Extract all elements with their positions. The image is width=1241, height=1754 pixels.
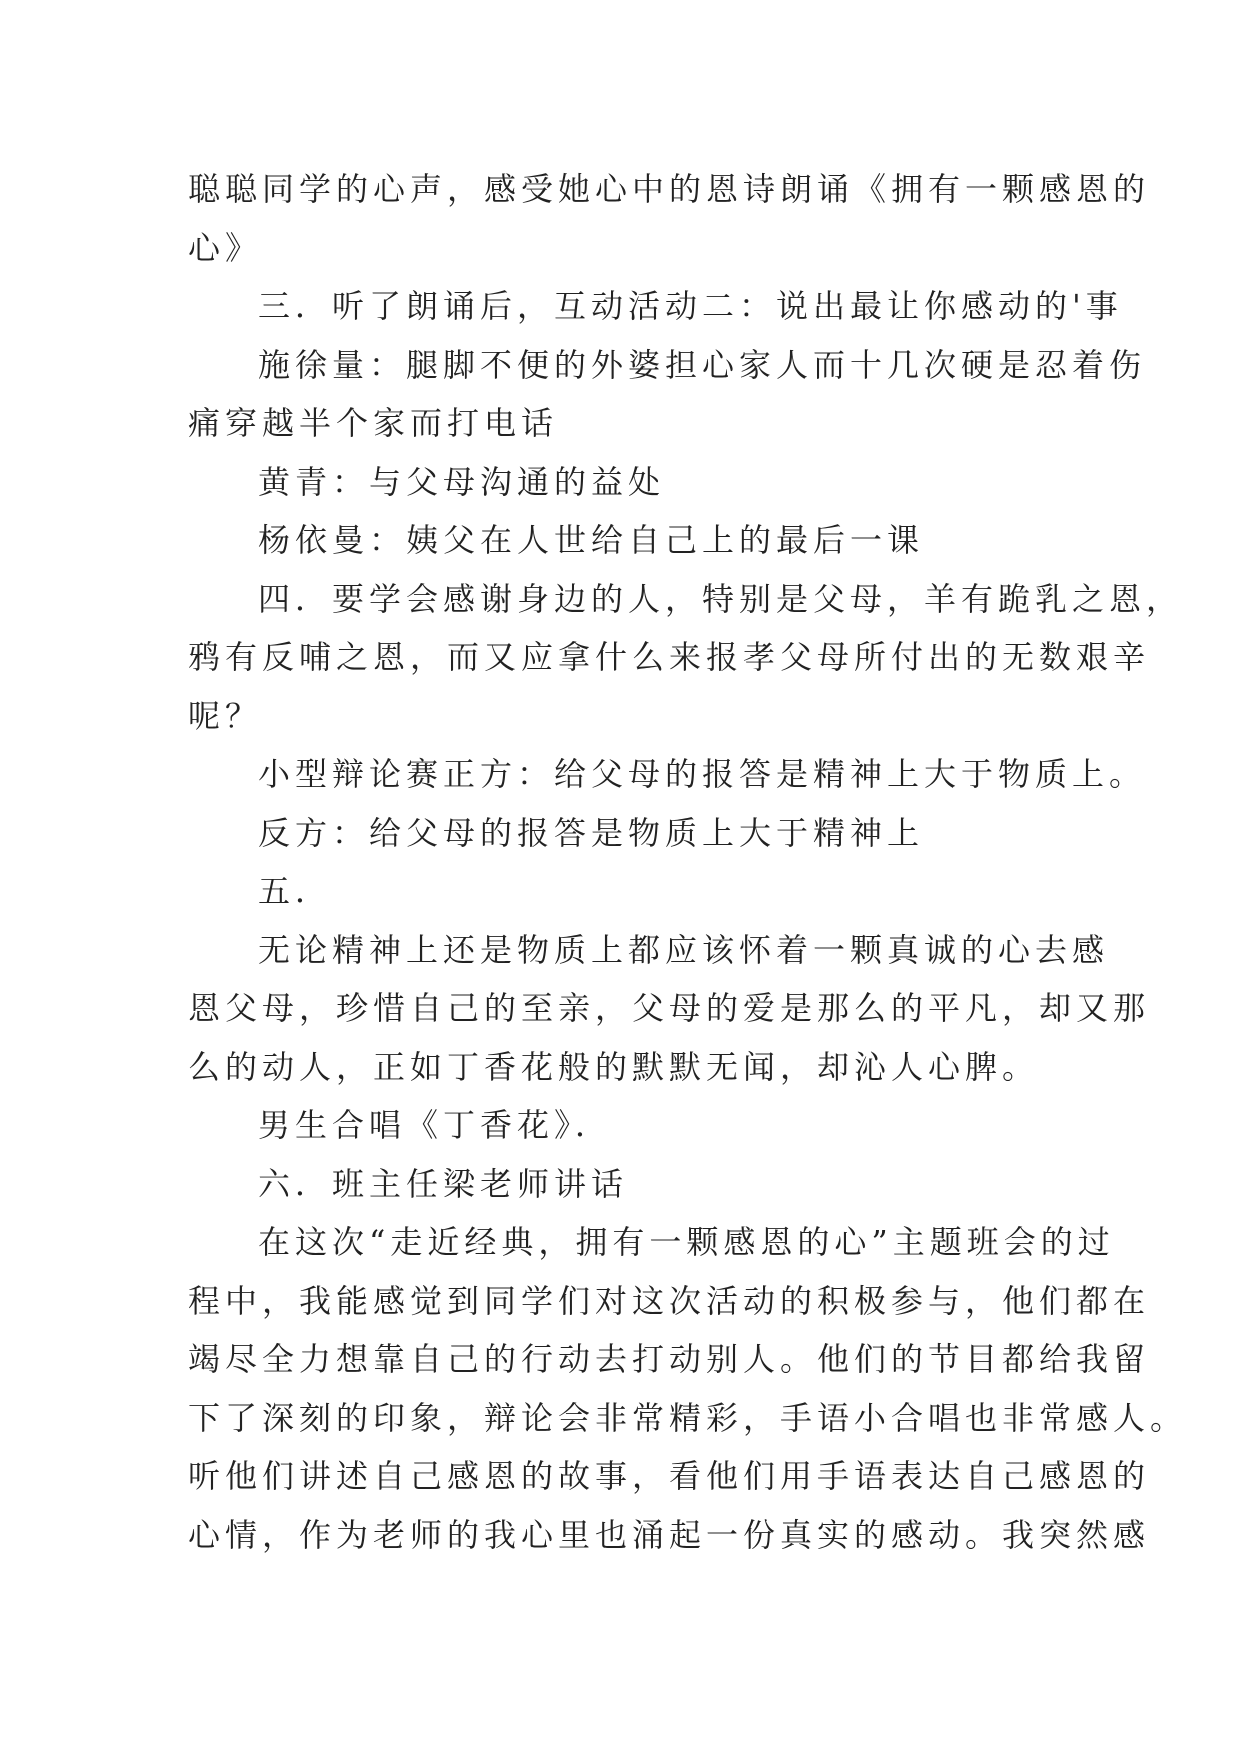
text-line: 竭尽全力想靠自己的行动去打动别人。他们的节目都给我留 xyxy=(188,1340,1151,1378)
text-line: 三．听了朗诵后，互动活动二：说出最让你感动的'事 xyxy=(258,287,1123,325)
text-line: 五． xyxy=(258,872,333,910)
document-body xyxy=(188,160,1188,1564)
text-line: 男生合唱《丁香花》． xyxy=(258,1106,613,1144)
text-line: 恩父母，珍惜自己的至亲，父母的爱是那么的平凡，却又那 xyxy=(188,989,1151,1027)
text-line: 心》 xyxy=(188,228,263,267)
text-line: 鸦有反哺之恩，而又应拿什么来报孝父母所付出的无数艰辛 xyxy=(188,638,1151,676)
text-line: 反方：给父母的报答是物质上大于精神上 xyxy=(258,813,925,852)
text-line: 么的动人，正如丁香花般的默默无闻，却沁人心脾。 xyxy=(188,1047,1040,1086)
text-line: 呢？ xyxy=(188,696,263,735)
text-line: 听他们讲述自己感恩的故事，看他们用手语表达自己感恩的 xyxy=(188,1457,1151,1495)
text-line: 无论精神上还是物质上都应该怀着一颗真诚的心去感 xyxy=(258,930,1110,969)
text-line: 痛穿越半个家而打电话 xyxy=(188,404,559,442)
text-line: 四．要学会感谢身边的人，特别是父母，羊有跪乳之恩， xyxy=(258,579,1184,618)
text-line: 下了深刻的印象，辩论会非常精彩，手语小合唱也非常感人。 xyxy=(188,1398,1188,1437)
text-line: 施徐量：腿脚不便的外婆担心家人而十几次硬是忍着伤 xyxy=(258,345,1147,384)
text-line: 黄青：与父母沟通的益处 xyxy=(258,462,666,501)
text-line: 在这次“走近经典，拥有一颗感恩的心”主题班会的过 xyxy=(258,1223,1115,1261)
text-line: 聪聪同学的心声，感受她心中的恩诗朗诵《拥有一颗感恩的 xyxy=(188,170,1151,208)
text-line: 程中，我能感觉到同学们对这次活动的积极参与，他们都在 xyxy=(188,1281,1151,1320)
text-line: 六．班主任梁老师讲话 xyxy=(258,1164,629,1203)
text-line: 心情，作为老师的我心里也涌起一份真实的感动。我突然感 xyxy=(188,1515,1151,1554)
text-line: 杨依曼：姨父在人世给自己上的最后一课 xyxy=(258,521,925,559)
text-line: 小型辩论赛正方：给父母的报答是精神上大于物质上。 xyxy=(258,755,1147,793)
